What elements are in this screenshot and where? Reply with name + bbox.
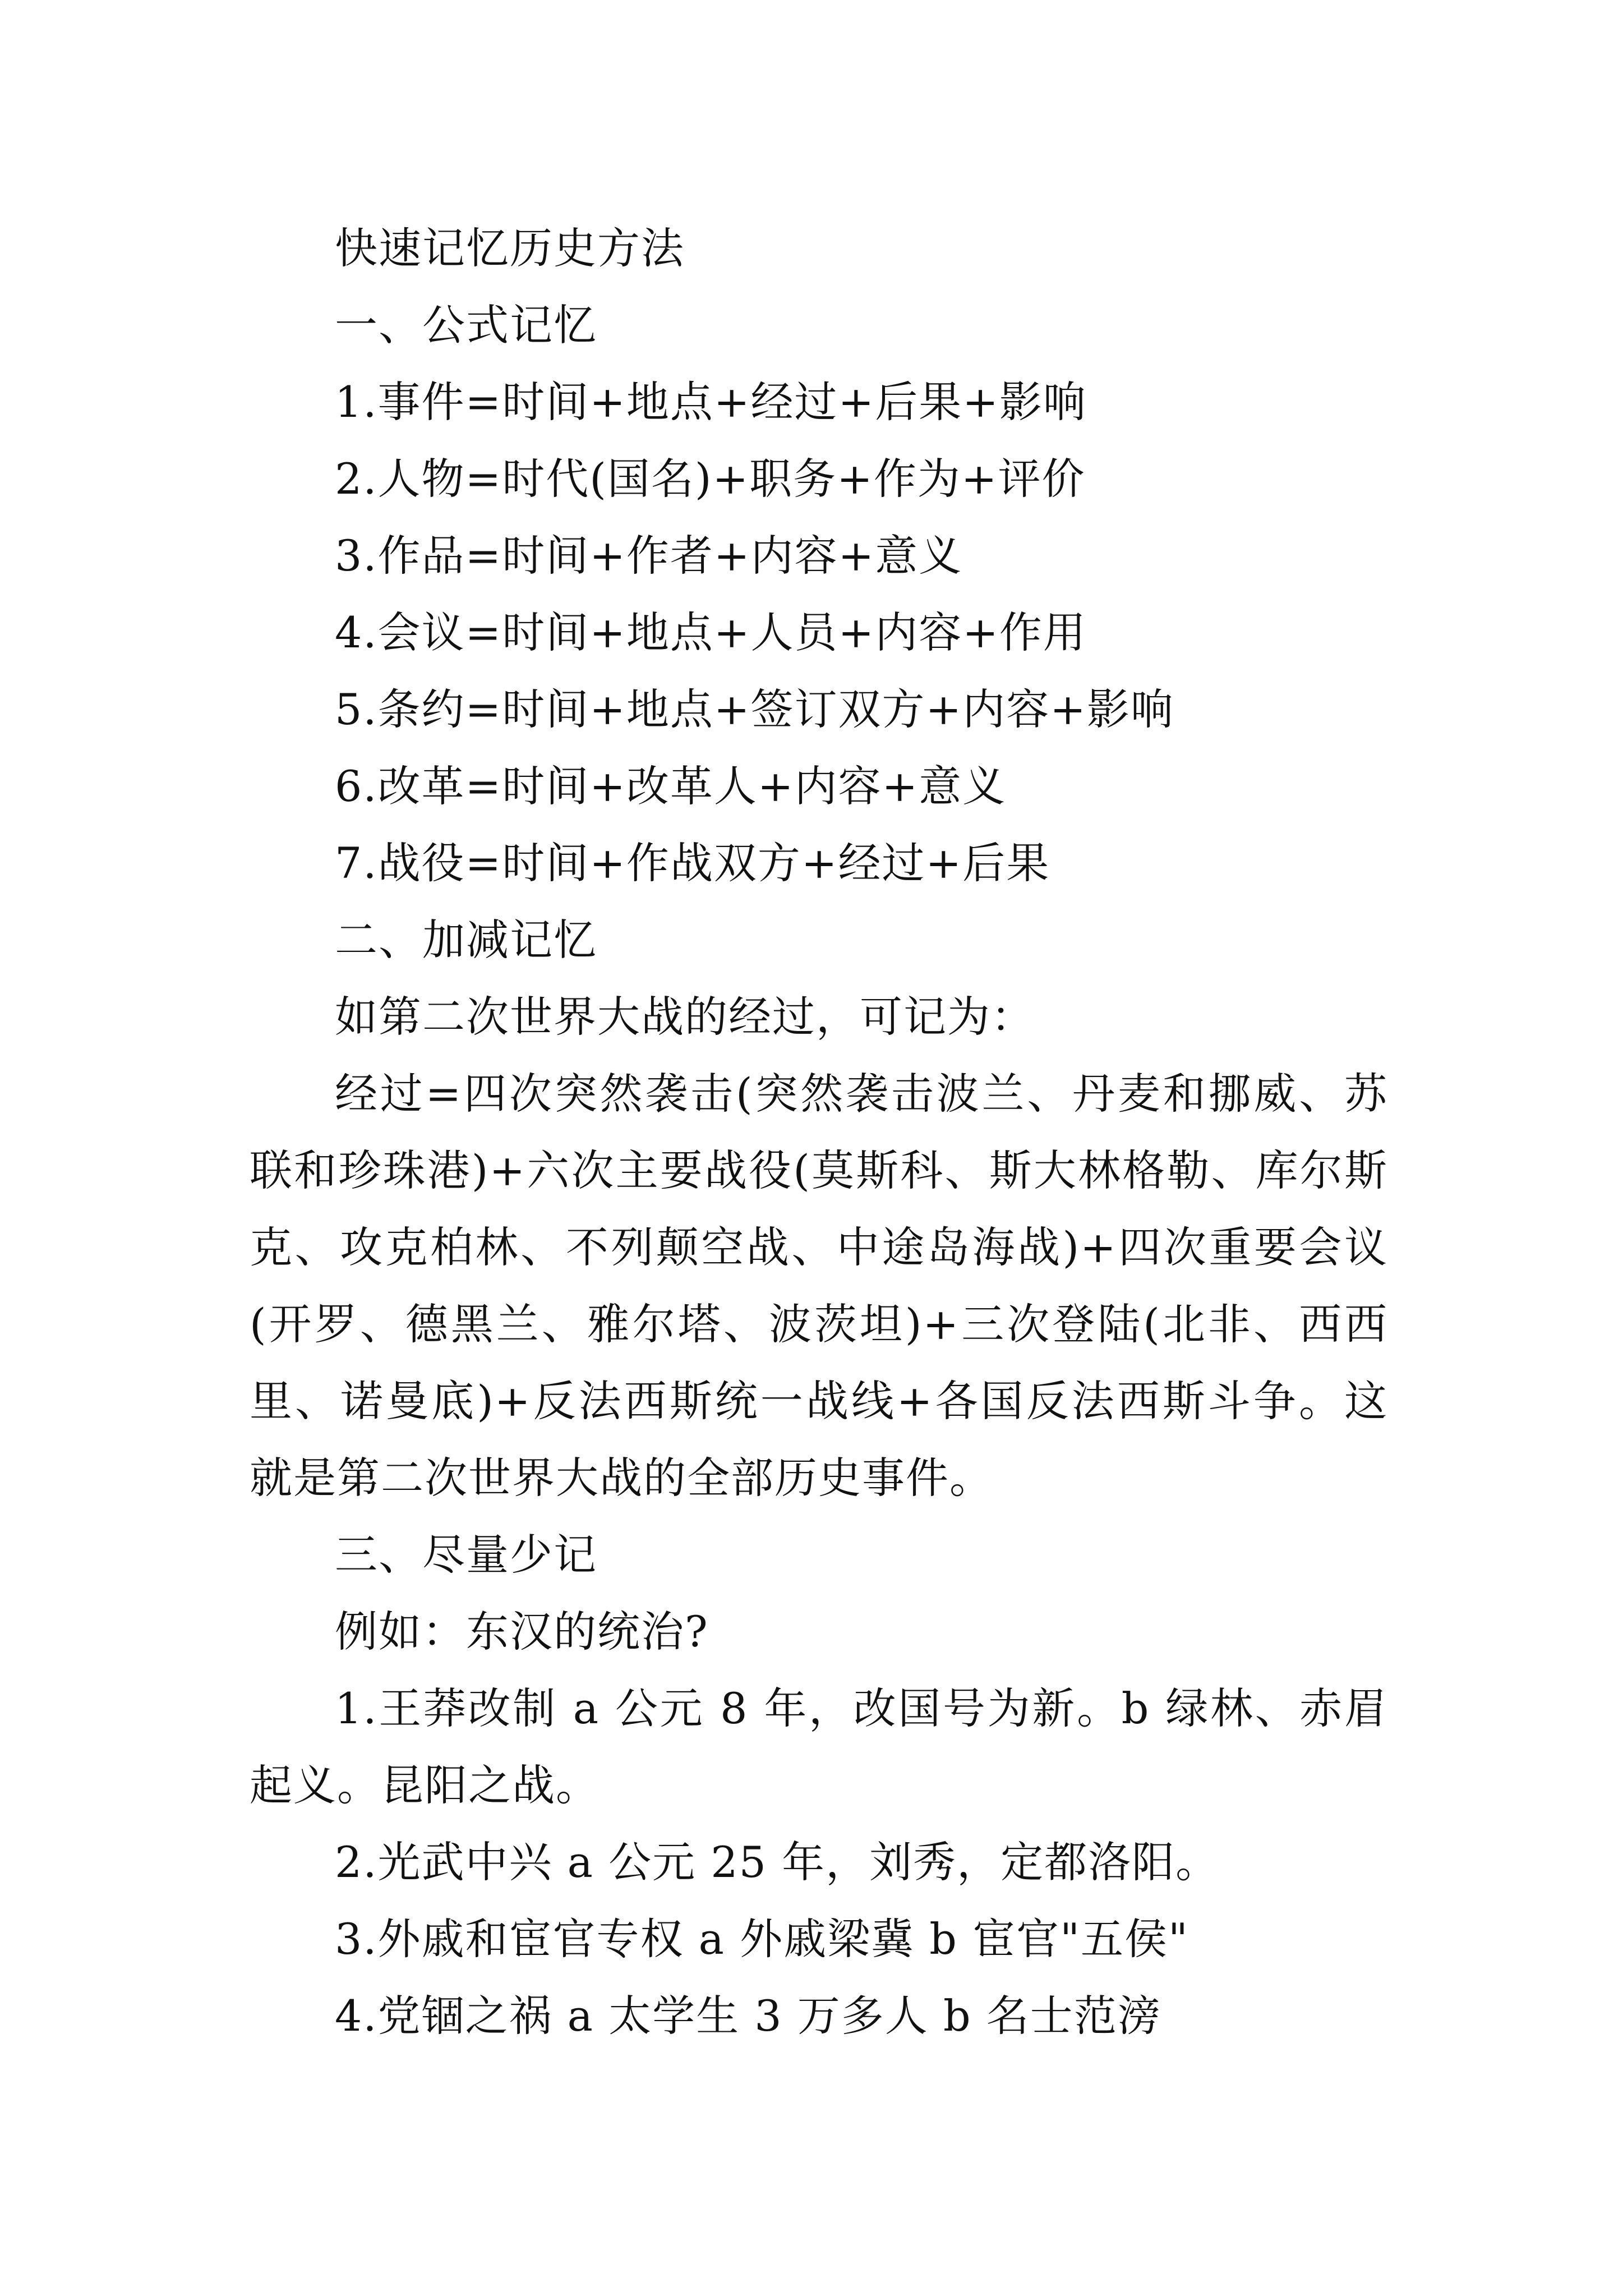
document-title: 快速记忆历史方法 bbox=[335, 223, 685, 273]
list-item: 2.人物=时代(国名)+职务+作为+评价 bbox=[335, 454, 1086, 504]
list-item: 3.作品=时间+作者+内容+意义 bbox=[335, 531, 963, 581]
section-intro: 例如：东汉的统治? bbox=[335, 1607, 709, 1657]
list-item: 6.改革=时间+改革人+内容+意义 bbox=[335, 761, 1007, 811]
document-body bbox=[250, 210, 1388, 2054]
list-item: 2.光武中兴 a 公元 25 年，刘秀，定都洛阳。 bbox=[335, 1837, 1220, 1887]
list-item: 3.外戚和宦官专权 a 外戚梁冀 b 宦官"五侯" bbox=[335, 1914, 1189, 1964]
list-item: 5.条约=时间+地点+签订双方+内容+影响 bbox=[335, 684, 1174, 734]
section-intro: 如第二次世界大战的经过，可记为： bbox=[335, 992, 1035, 1042]
section-heading-remember-less: 三、尽量少记 bbox=[335, 1530, 597, 1580]
section-heading-formula: 一、公式记忆 bbox=[335, 300, 597, 350]
ww2-paragraph: 经过=四次突然袭击(突然袭击波兰、丹麦和挪威、苏联和珍珠港)+六次主要战役(莫斯科、斯大林格勒、库尔斯克、攻克柏林、不列颠空战、中途岛海战)+四次重要会议(开罗、德黑兰、雅尔塔、波茨坦)+三次登陆(北非、西西里、诺曼底)+反法西斯统一战线+各国反法西斯斗争。这就是第二次世界大战的全部历史事件。 bbox=[250, 1069, 1388, 1503]
list-item: 7.战役=时间+作战双方+经过+后果 bbox=[335, 838, 1050, 888]
section-heading-add-subtract: 二、加减记忆 bbox=[335, 915, 597, 965]
list-item: 4.会议=时间+地点+人员+内容+作用 bbox=[335, 608, 1087, 657]
list-item: 1.王莽改制 a 公元 8 年，改国号为新。b 绿林、赤眉起义。昆阳之战。 bbox=[250, 1683, 1388, 1810]
list-item: 4.党锢之祸 a 太学生 3 万多人 b 名士范滂 bbox=[335, 1991, 1161, 2041]
list-item: 1.事件=时间+地点+经过+后果+影响 bbox=[335, 377, 1087, 427]
